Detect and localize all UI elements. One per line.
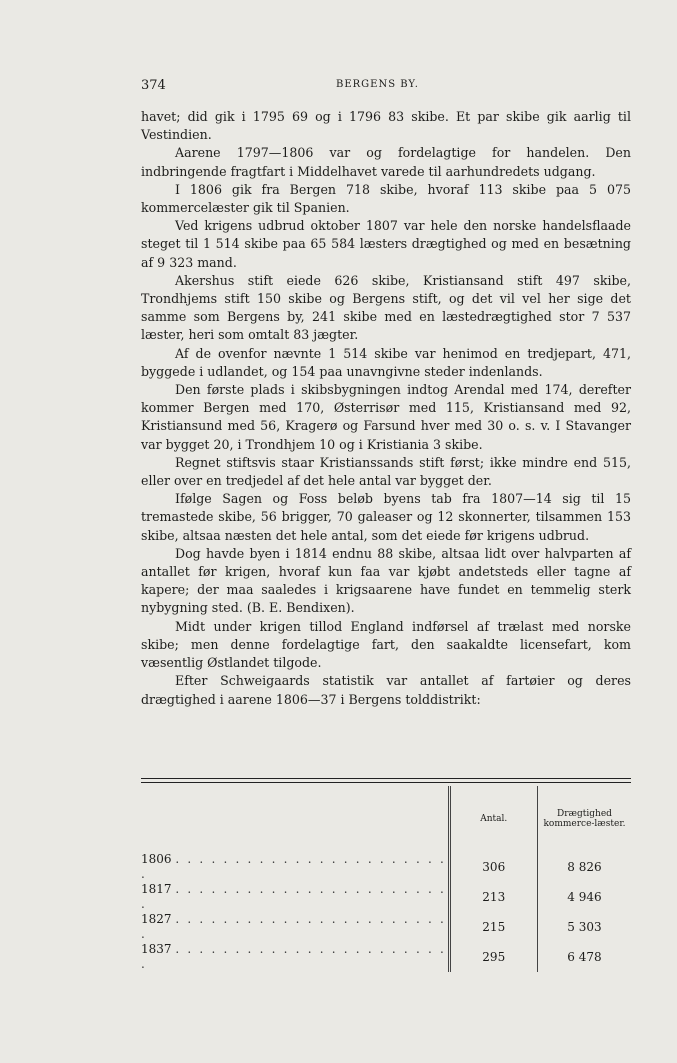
row-antal: 213	[449, 882, 537, 912]
leader-dots: . . . . . . . . . . . . . . . . . . . . . . . .	[141, 912, 447, 941]
row-year: 1817	[141, 882, 172, 896]
paragraph: Aarene 1797—1806 var og fordelagtige for handelen. Den indbringende fragtfart i Middelhavet varede til aarhundredets udgang.	[141, 145, 631, 179]
row-year: 1806	[141, 852, 172, 866]
paragraph: Ved krigens udbrud oktober 1807 var hele den norske handelsflaade steget til 1 514 skibe paa 65 584 læsters drægtighed og med en besætning af 9 323 mand.	[141, 218, 631, 270]
running-title: BERGENS BY.	[336, 79, 419, 90]
table-row	[141, 882, 631, 912]
row-laester: 4 946	[537, 882, 631, 912]
table-header-draegtighed: Drægtighed kommerce-læster.	[537, 786, 631, 852]
table-top-rule	[141, 778, 631, 779]
table-row	[141, 852, 631, 882]
page-number: 374	[141, 78, 166, 93]
paragraph: Akershus stift eiede 626 skibe, Kristiansand stift 497 skibe, Trondhjems stift 150 skibe og Bergens stift, og det vil vel her sige det samme som Bergens by, 241 skibe med en læstedrægtighed stor 7 537 læster, heri som omtalt 83 jægter.	[141, 272, 631, 343]
paragraph: Regnet stiftsvis staar Kristianssands stift først; ikke mindre end 515, eller over en tredjedel af det hele antal var bygget der.	[141, 454, 631, 489]
paragraph: havet; did gik i 1795 69 og i 1796 83 skibe. Et par skibe gik aarlig til Vestindien.	[141, 109, 631, 143]
row-antal: 306	[449, 852, 537, 882]
leader-dots: . . . . . . . . . . . . . . . . . . . . . . . .	[141, 942, 447, 971]
row-year: 1827	[141, 912, 172, 926]
row-antal: 215	[449, 912, 537, 942]
row-laester: 8 826	[537, 852, 631, 882]
body-text	[141, 108, 631, 709]
statistics-table	[141, 786, 631, 972]
paragraph: Midt under krigen tillod England indførsel af trælast med norske skibe; men denne fordelagtige fart, den saakaldte licensefart, kom væsentlig Østlandet tilgode.	[141, 618, 631, 671]
paragraph: Ifølge Sagen og Foss beløb byens tab fra 1807—14 sig til 15 tremastede skibe, 56 brigger, 70 galeaser og 12 skonnerter, tilsammen 153 skibe, altsaa næsten det hele antal, som det eiede før krigens udbrud.	[141, 491, 631, 543]
leader-dots: . . . . . . . . . . . . . . . . . . . . . . . .	[141, 882, 447, 911]
paragraph: Efter Schweigaards statistik var antallet af fartøier og deres drægtighed i aarene 1806—37 i Bergens tolddistrikt:	[141, 673, 631, 707]
row-laester: 6 478	[537, 942, 631, 972]
table-row	[141, 942, 631, 972]
row-laester: 5 303	[537, 912, 631, 942]
paragraph: Af de ovenfor nævnte 1 514 skibe var henimod en tredjepart, 471, byggede i udlandet, og 154 paa unavngivne steder indenlands.	[141, 345, 631, 379]
paragraph: I 1806 gik fra Bergen 718 skibe, hvoraf 113 skibe paa 5 075 kommercelæster gik til Spanien.	[141, 181, 631, 216]
table-top-rule-thin	[141, 782, 631, 783]
row-year: 1837	[141, 942, 172, 956]
leader-dots: . . . . . . . . . . . . . . . . . . . . . . . .	[141, 852, 447, 881]
row-antal: 295	[449, 942, 537, 972]
table-row	[141, 912, 631, 942]
table-header-antal: Antal.	[449, 786, 537, 852]
paragraph: Den første plads i skibsbygningen indtog Arendal med 174, derefter kommer Bergen med 170, Østerrisør med 115, Kristiansand med 92, Kristiansund med 56, Kragerø og Farsund hver med 30 o. s. v. I Stavanger var bygget 20, i Trondhjem 10 og i Kristiania 3 skibe.	[141, 382, 631, 452]
paragraph: Dog havde byen i 1814 endnu 88 skibe, altsaa lidt over halvparten af antallet før krigen, hvoraf kun faa var kjøbt andetsteds eller tagne af kapere; der maa saaledes i krigsaarene have fundet en temmelig sterk nybygning sted. (B. E. Bendixen).	[141, 545, 631, 616]
table-header-blank	[141, 786, 449, 852]
